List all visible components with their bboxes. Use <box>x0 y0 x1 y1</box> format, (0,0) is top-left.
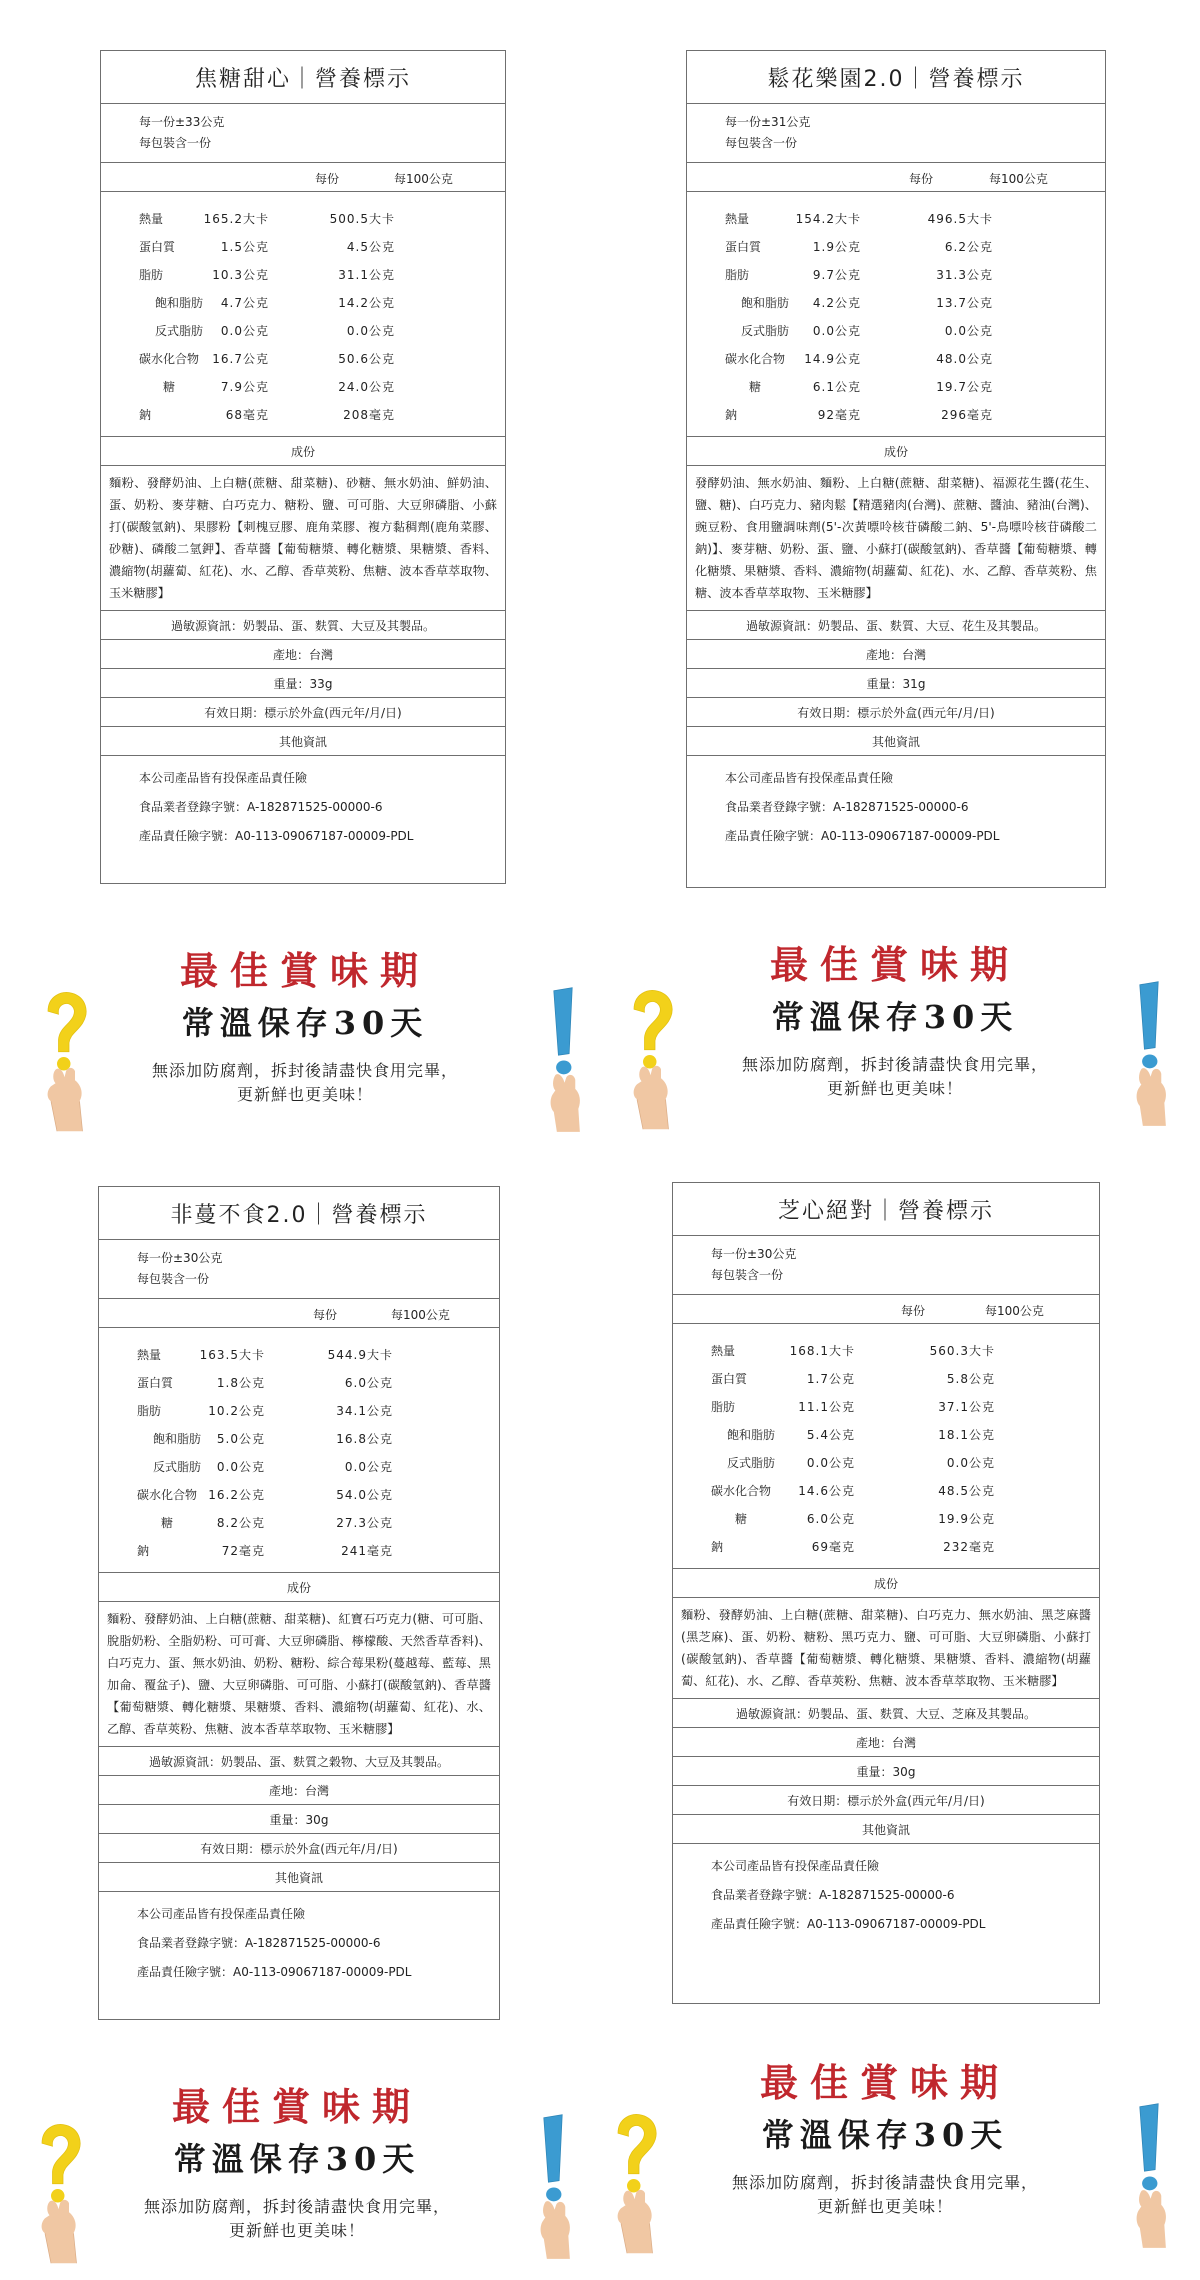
nutrient-row: 碳水化合物 16.2公克 54.0公克 <box>137 1488 393 1502</box>
exclamation-mark-hand-icon <box>1126 2080 1172 2270</box>
insurance-number: 產品責任險字號：A0-113-09067187-00009-PDL <box>725 829 1000 843</box>
label-title: 鬆花樂園2.0｜營養標示 <box>687 51 1105 104</box>
nutrient-row: 反式脂肪 0.0公克 0.0公克 <box>727 1456 995 1470</box>
nutrient-row: 飽和脂肪 5.4公克 18.1公克 <box>727 1428 995 1442</box>
nutrient-row: 反式脂肪 0.0公克 0.0公克 <box>153 1460 393 1474</box>
per-serving-header: 每份 <box>313 1308 338 1322</box>
nutrition-label-berry <box>98 1186 500 2020</box>
servings-per-pack: 每包裝含一份 <box>137 1272 210 1286</box>
nutrient-row: 反式脂肪 0.0公克 0.0公克 <box>741 324 993 338</box>
freshness-note: 更新鮮也更美味！ <box>228 2221 365 2240</box>
nutrition-label-caramel <box>100 50 506 884</box>
label-title: 芝心絕對｜營養標示 <box>673 1183 1099 1236</box>
other-info <box>101 756 505 857</box>
nutrient-row: 脂肪 9.7公克 31.3公克 <box>725 268 993 282</box>
question-mark-hand-icon <box>622 968 682 1148</box>
nutrient-row: 脂肪 10.3公克 31.1公克 <box>139 268 395 282</box>
nutrition-label-pork-floss <box>686 50 1106 888</box>
nutrient-row: 熱量 163.5大卡 544.9大卡 <box>137 1348 393 1362</box>
column-header <box>101 163 505 192</box>
nutrient-row: 蛋白質 1.8公克 6.0公克 <box>137 1376 393 1390</box>
nutrient-table <box>687 192 1105 437</box>
serving-info <box>99 1240 499 1299</box>
insurance-note: 本公司產品皆有投保產品責任險 <box>725 771 894 785</box>
expiry-info: 有效日期：標示於外盒(西元年/月/日) <box>673 1786 1099 1815</box>
column-header <box>687 163 1105 192</box>
weight-info: 重量：31g <box>687 669 1105 698</box>
servings-per-pack: 每包裝含一份 <box>725 136 798 150</box>
freshness-note: 更新鮮也更美味！ <box>826 1079 963 1098</box>
serving-info <box>687 104 1105 163</box>
freshness-note: 更新鮮也更美味！ <box>816 2197 953 2216</box>
servings-per-pack: 每包裝含一份 <box>711 1268 784 1282</box>
shelf-life-banner <box>92 2076 502 2266</box>
per-100g-header: 每100公克 <box>391 1308 450 1322</box>
origin-info: 產地：台灣 <box>101 640 505 669</box>
exclamation-mark-hand-icon <box>530 2096 576 2276</box>
serving-info <box>673 1236 1099 1295</box>
ingredients-text: 麵粉、發酵奶油、上白糖(蔗糖、甜菜糖)、白巧克力、無水奶油、黑芝麻醬(黑芝麻)、蛋、奶粉、糖粉、黑巧克力、鹽、可可脂、大豆卵磷脂、小蘇打(碳酸氫鈉)、香草醬【葡萄糖漿、轉化糖漿、果糖漿、香料、濃縮物(胡蘿蔔、紅花)、水、乙醇、香草莢粉、焦糖、波本香草萃取物、玉米糖膠】 <box>673 1598 1099 1699</box>
preservative-note: 無添加防腐劑，拆封後請盡快食用完畢， <box>741 1055 1048 1074</box>
question-mark-hand-icon <box>30 2104 90 2280</box>
nutrient-row: 鈉 68毫克 208毫克 <box>139 408 395 422</box>
per-serving-header: 每份 <box>909 172 934 186</box>
per-serving-header: 每份 <box>901 1304 926 1318</box>
storage-subtitle: 常溫保存30天 <box>761 2116 1009 2154</box>
serving-info <box>101 104 505 163</box>
per-100g-header: 每100公克 <box>985 1304 1044 1318</box>
nutrient-row: 飽和脂肪 4.2公克 13.7公克 <box>741 296 993 310</box>
origin-info: 產地：台灣 <box>99 1776 499 1805</box>
nutrient-row: 熱量 168.1大卡 560.3大卡 <box>711 1344 995 1358</box>
other-info <box>687 756 1105 857</box>
expiry-info: 有效日期：標示於外盒(西元年/月/日) <box>687 698 1105 727</box>
nutrient-row: 飽和脂肪 5.0公克 16.8公克 <box>153 1432 393 1446</box>
serving-size: 每一份±30公克 <box>137 1251 223 1265</box>
best-before-title: 最佳賞味期 <box>769 942 1020 987</box>
allergen-info: 過敏源資訊：奶製品、蛋、麩質之穀物、大豆及其製品。 <box>99 1747 499 1776</box>
serving-size: 每一份±33公克 <box>139 115 225 129</box>
nutrient-row: 蛋白質 1.5公克 4.5公克 <box>139 240 395 254</box>
expiry-info: 有效日期：標示於外盒(西元年/月/日) <box>99 1834 499 1863</box>
label-title: 非蔓不食2.0｜營養標示 <box>99 1187 499 1240</box>
storage-subtitle: 常溫保存30天 <box>181 1004 429 1042</box>
insurance-number: 產品責任險字號：A0-113-09067187-00009-PDL <box>137 1965 412 1979</box>
origin-info: 產地：台灣 <box>673 1728 1099 1757</box>
nutrient-table <box>673 1324 1099 1569</box>
best-before-title: 最佳賞味期 <box>171 2084 422 2129</box>
nutrient-row: 碳水化合物 14.6公克 48.5公克 <box>711 1484 995 1498</box>
best-before-title: 最佳賞味期 <box>179 948 430 993</box>
insurance-note: 本公司產品皆有投保產品責任險 <box>139 771 308 785</box>
allergen-info: 過敏源資訊：奶製品、蛋、麩質、大豆及其製品。 <box>101 611 505 640</box>
nutrient-row: 鈉 72毫克 241毫克 <box>137 1544 393 1558</box>
ingredients-header: 成份 <box>101 437 505 466</box>
shelf-life-banner <box>100 940 510 1130</box>
insurance-note: 本公司產品皆有投保產品責任險 <box>137 1907 306 1921</box>
other-info-header: 其他資訊 <box>99 1863 499 1892</box>
per-100g-header: 每100公克 <box>394 172 453 186</box>
nutrient-row: 反式脂肪 0.0公克 0.0公克 <box>155 324 395 338</box>
ingredients-text: 發酵奶油、無水奶油、麵粉、上白糖(蔗糖、甜菜糖)、福源花生醬(花生、鹽、糖)、白巧克力、豬肉鬆【精選豬肉(台灣)、蔗糖、醬油、豬油(台灣)、豌豆粉、食用鹽調味劑(5'-次黃嘌呤核苷磷酸二鈉、5'-鳥嘌呤核苷磷酸二鈉)】、麥芽糖、奶粉、蛋、鹽、小蘇打(碳酸氫鈉)、香草醬【葡萄糖漿、轉化糖漿、果糖漿、香料、濃縮物(胡蘿蔔、紅花)、水、乙醇、香草莢粉、焦糖、波本香草萃取物、玉米糖膠】 <box>687 466 1105 611</box>
best-before-title: 最佳賞味期 <box>759 2060 1010 2105</box>
servings-per-pack: 每包裝含一份 <box>139 136 212 150</box>
allergen-info: 過敏源資訊：奶製品、蛋、麩質、大豆、芝麻及其製品。 <box>673 1699 1099 1728</box>
column-header <box>99 1299 499 1328</box>
preservative-note: 無添加防腐劑，拆封後請盡快食用完畢， <box>143 2197 450 2216</box>
question-mark-hand-icon <box>606 2090 666 2274</box>
insurance-number: 產品責任險字號：A0-113-09067187-00009-PDL <box>139 829 414 843</box>
other-info-header: 其他資訊 <box>687 727 1105 756</box>
other-info <box>673 1844 1099 1945</box>
insurance-note: 本公司產品皆有投保產品責任險 <box>711 1859 880 1873</box>
serving-size: 每一份±30公克 <box>711 1247 797 1261</box>
registration-number: 食品業者登錄字號：A-182871525-00000-6 <box>711 1888 955 1902</box>
nutrient-row: 碳水化合物 16.7公克 50.6公克 <box>139 352 395 366</box>
weight-info: 重量：30g <box>99 1805 499 1834</box>
nutrient-row: 糖 6.0公克 19.9公克 <box>735 1512 995 1526</box>
allergen-info: 過敏源資訊：奶製品、蛋、麩質、大豆、花生及其製品。 <box>687 611 1105 640</box>
nutrient-row: 飽和脂肪 4.7公克 14.2公克 <box>155 296 395 310</box>
storage-subtitle: 常溫保存30天 <box>771 998 1019 1036</box>
nutrient-row: 糖 6.1公克 19.7公克 <box>749 380 993 394</box>
nutrient-row: 糖 7.9公克 24.0公克 <box>163 380 395 394</box>
nutrient-row: 糖 8.2公克 27.3公克 <box>161 1516 393 1530</box>
registration-number: 食品業者登錄字號：A-182871525-00000-6 <box>139 800 383 814</box>
registration-number: 食品業者登錄字號：A-182871525-00000-6 <box>137 1936 381 1950</box>
column-header <box>673 1295 1099 1324</box>
nutrient-row: 鈉 69毫克 232毫克 <box>711 1540 995 1554</box>
ingredients-header: 成份 <box>673 1569 1099 1598</box>
other-info <box>99 1892 499 1993</box>
nutrient-row: 碳水化合物 14.9公克 48.0公克 <box>725 352 993 366</box>
nutrient-row: 蛋白質 1.9公克 6.2公克 <box>725 240 993 254</box>
nutrient-row: 鈉 92毫克 296毫克 <box>725 408 993 422</box>
nutrition-label-sesame <box>672 1182 1100 2004</box>
preservative-note: 無添加防腐劑，拆封後請盡快食用完畢， <box>151 1061 458 1080</box>
ingredients-text: 麵粉、發酵奶油、上白糖(蔗糖、甜菜糖)、紅寶石巧克力(糖、可可脂、脫脂奶粉、全脂奶粉、可可膏、大豆卵磷脂、檸檬酸、天然香草香料)、白巧克力、蛋、無水奶油、奶粉、糖粉、綜合莓果粉(蔓越莓、藍莓、黑加侖、覆盆子)、鹽、大豆卵磷脂、可可脂、小蘇打(碳酸氫鈉)、香草醬【葡萄糖漿、轉化糖漿、果糖漿、香料、濃縮物(胡蘿蔔、紅花)、水、乙醇、香草莢粉、焦糖、波本香草萃取物、玉米糖膠】 <box>99 1602 499 1747</box>
weight-info: 重量：30g <box>673 1757 1099 1786</box>
nutrient-row: 熱量 154.2大卡 496.5大卡 <box>725 212 993 226</box>
per-100g-header: 每100公克 <box>989 172 1048 186</box>
shelf-life-banner <box>690 934 1100 1124</box>
insurance-number: 產品責任險字號：A0-113-09067187-00009-PDL <box>711 1917 986 1931</box>
ingredients-header: 成份 <box>687 437 1105 466</box>
exclamation-mark-hand-icon <box>540 968 586 1150</box>
nutrient-row: 熱量 165.2大卡 500.5大卡 <box>139 212 395 226</box>
origin-info: 產地：台灣 <box>687 640 1105 669</box>
registration-number: 食品業者登錄字號：A-182871525-00000-6 <box>725 800 969 814</box>
other-info-header: 其他資訊 <box>101 727 505 756</box>
shelf-life-banner <box>680 2052 1090 2242</box>
ingredients-text: 麵粉、發酵奶油、上白糖(蔗糖、甜菜糖)、砂糖、無水奶油、鮮奶油、蛋、奶粉、麥芽糖、白巧克力、糖粉、鹽、可可脂、大豆卵磷脂、小蘇打(碳酸氫鈉)、果膠粉【刺槐豆膠、鹿角菜膠、複方黏稠劑(鹿角菜膠、砂糖)、磷酸二氫鉀】、香草醬【葡萄糖漿、轉化糖漿、果糖漿、香料、濃縮物(胡蘿蔔、紅花)、水、乙醇、香草莢粉、焦糖、波本香草萃取物、玉米糖膠】 <box>101 466 505 611</box>
serving-size: 每一份±31公克 <box>725 115 811 129</box>
nutrient-table <box>101 192 505 437</box>
per-serving-header: 每份 <box>315 172 340 186</box>
other-info-header: 其他資訊 <box>673 1815 1099 1844</box>
weight-info: 重量：33g <box>101 669 505 698</box>
nutrient-row: 脂肪 10.2公克 34.1公克 <box>137 1404 393 1418</box>
expiry-info: 有效日期：標示於外盒(西元年/月/日) <box>101 698 505 727</box>
label-title: 焦糖甜心｜營養標示 <box>101 51 505 104</box>
ingredients-header: 成份 <box>99 1573 499 1602</box>
question-mark-hand-icon <box>36 970 96 1150</box>
nutrient-row: 蛋白質 1.7公克 5.8公克 <box>711 1372 995 1386</box>
nutrient-row: 脂肪 11.1公克 37.1公克 <box>711 1400 995 1414</box>
storage-subtitle: 常溫保存30天 <box>173 2140 421 2178</box>
preservative-note: 無添加防腐劑，拆封後請盡快食用完畢， <box>731 2173 1038 2192</box>
exclamation-mark-hand-icon <box>1126 962 1172 1144</box>
freshness-note: 更新鮮也更美味！ <box>236 1085 373 1104</box>
nutrient-table <box>99 1328 499 1573</box>
